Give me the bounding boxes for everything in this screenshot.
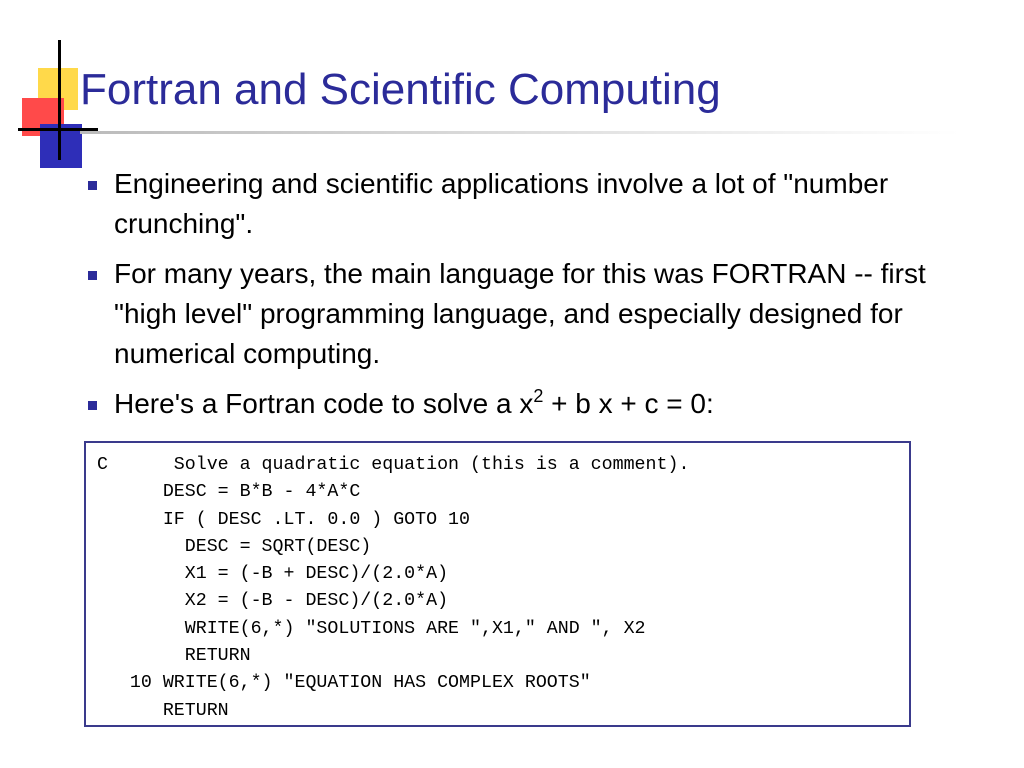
code-line: C Solve a quadratic equation (this is a comment). <box>97 455 690 475</box>
code-line: DESC = SQRT(DESC) <box>97 536 372 557</box>
bullet-item <box>86 254 946 374</box>
code-block <box>84 441 911 727</box>
slide-title: Fortran and Scientific Computing <box>80 65 721 114</box>
code-line: X1 = (-B + DESC)/(2.0*A) <box>97 564 449 585</box>
code-line: RETURN <box>97 646 251 667</box>
bullet-square-icon <box>88 401 97 410</box>
bullet-list <box>86 164 946 434</box>
bullet-text-before: Here's a Fortran code to solve a x <box>114 388 534 419</box>
title-underline <box>80 131 960 134</box>
bullet-text: For many years, the main language for this was FORTRAN -- first "high level" programming language, and especially designed for numerical computing. <box>114 258 926 369</box>
logo-vertical-line <box>58 40 61 160</box>
bullet-text-after: + b x + c = 0: <box>543 388 714 419</box>
code-line: DESC = B*B - 4*A*C <box>97 482 361 503</box>
bullet-item <box>86 384 946 424</box>
bullet-text: Engineering and scientific applications involve a lot of "number crunching". <box>114 168 889 239</box>
superscript-exponent: 2 <box>533 386 544 406</box>
code-line: IF ( DESC .LT. 0.0 ) GOTO 10 <box>97 509 470 530</box>
code-line: RETURN <box>97 700 229 721</box>
bullet-square-icon <box>88 181 97 190</box>
code-line: WRITE(6,*) "SOLUTIONS ARE ",X1," AND ", X2 <box>97 618 646 639</box>
code-line: X2 = (-B - DESC)/(2.0*A) <box>97 591 449 612</box>
bullet-item <box>86 164 946 244</box>
code-line: 10 WRITE(6,*) "EQUATION HAS COMPLEX ROOTS" <box>97 673 591 694</box>
bullet-square-icon <box>88 271 97 280</box>
